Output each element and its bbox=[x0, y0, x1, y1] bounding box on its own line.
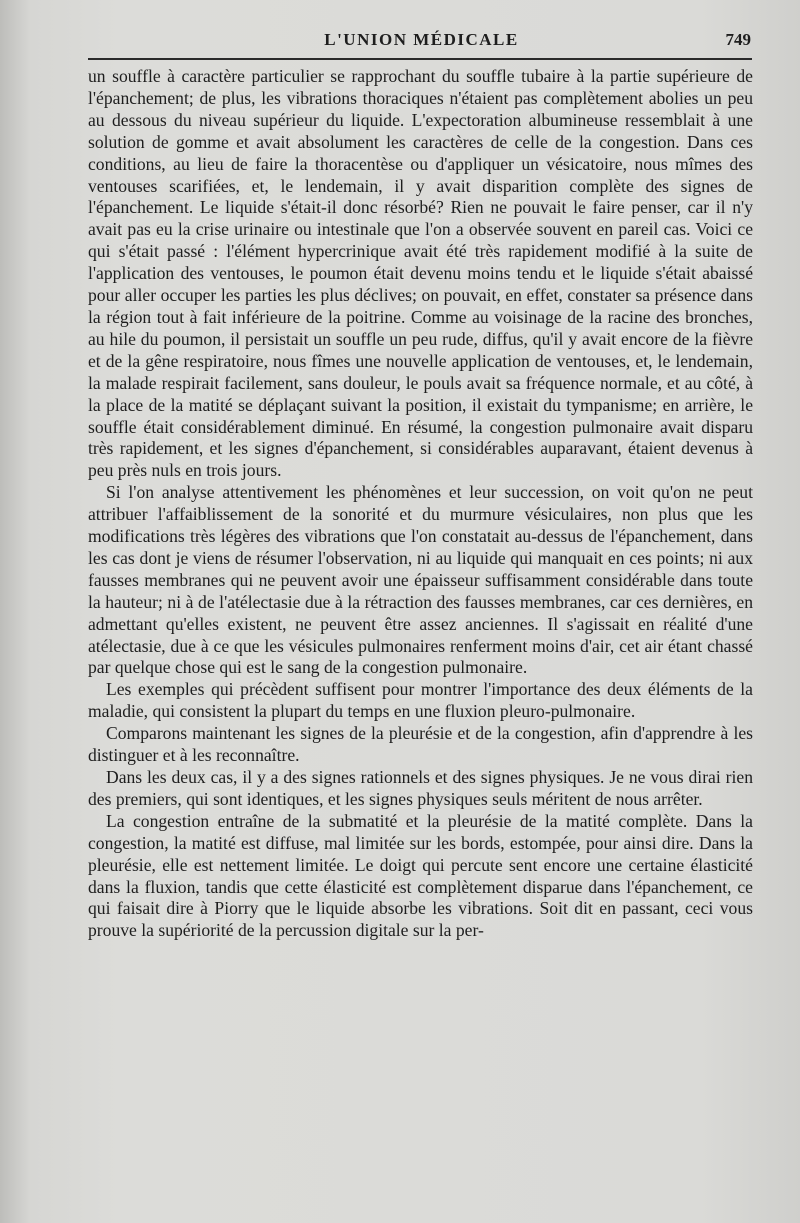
paragraph: Les exemples qui précèdent suffisent pour montrer l'importance des deux éléments de la maladie, qui consistent la plupart du temps en une fluxion pleuro-pulmonaire. bbox=[88, 679, 753, 722]
page-header bbox=[88, 30, 755, 54]
paragraph: Si l'on analyse attentivement les phénomènes et leur succession, on voit qu'on ne peut attribuer l'affaiblissement de la sonorité et du murmure vésiculaires, non plus que les modifications très légères des vibrations que l'on constatait au-dessus de l'épanchement, dans les cas dont je viens de résumer l'observation, ni au liquide qui manquait en ces points; ni aux fausses membranes qui ne peuvent avoir une épaisseur suffisamment considérable dans toute la hauteur; ni à de l'atélectasie due à la rétraction des fausses membranes, car ces dernières, en admettant qu'elles existent, ne peuvent être assez anciennes. Il s'agissait en réalité d'une atélectasie, due à ce que les vésicules pulmonaires renferment moins d'air, cet air étant chassé par quelque chose qui est le sang de la congestion pulmonaire. bbox=[88, 482, 753, 678]
page-number: 749 bbox=[725, 30, 751, 49]
paragraph: La congestion entraîne de la submatité et la pleurésie de la matité complète. Dans la congestion, la matité est diffuse, mal limitée sur les bords, estompée, pour ainsi dire. Dans la pleurésie, elle est nettement limitée. Le doigt qui percute sent encore une certaine élasticité dans la fluxion, tandis que cette élasticité est complètement disparue dans l'épanchement, ce qui faisait dire à Piorry que le liquide absorbe les vibrations. Soit dit en passant, ceci vous prouve la supériorité de la percussion digitale sur la per- bbox=[88, 810, 753, 941]
running-title: L'UNION MÉDICALE bbox=[324, 30, 519, 49]
paragraph: Dans les deux cas, il y a des signes rationnels et des signes physiques. Je ne vous dirai rien des premiers, qui sont identiques, et les signes physiques seuls méritent de nous arrêter. bbox=[88, 767, 753, 809]
paragraph: un souffle à caractère particulier se rapprochant du souffle tubaire à la partie supérieure de l'épanchement; de plus, les vibrations thoraciques n'étaient pas complètement abolies un peu au dessous du niveau supérieur du liquide. L'expectoration albumineuse ressemblait à une solution de gomme et avait absolument les caractères de celle de la congestion. Dans ces conditions, au lieu de faire la thoracentèse ou d'appliquer un vésicatoire, nous mîmes des ventouses scarifiées, et, le lendemain, il y avait disparition complète des signes de l'épanchement. Le liquide s'était-il donc résorbé? Rien ne pouvait le faire penser, car il n'y avait pas eu la crise urinaire ou intestinale que l'on a observée souvent en pareil cas. Voici ce qui s'était passé : l'élément hypercrinique avait été très rapidement modifié à la suite de l'application des ventouses, le poumon était devenu moins tendu et le liquide s'était abaissé pour aller occuper les parties les plus déclives; on pouvait, en effet, constater sa présence dans la région tout à fait inférieure de la poitrine. Comme au voisinage de la racine des bronches, au hile du poumon, il persistait un souffle un peu rude, diffus, qu'il y avait encore de la fièvre et de la gêne respiratoire, nous fîmes une nouvelle application de ventouses, et, le lendemain, la malade respirait facilement, sans douleur, le pouls avait sa fréquence normale, et au côté, à la place de la matité se déplaçant suivant la position, il existait du tympanisme; en arrière, le souffle était considérablement diminué. En résumé, la congestion pulmonaire avait disparu très rapidement, et les signes d'épanchement, si considérables auparavant, étaient devenus à peu près nuls en trois jours. bbox=[88, 66, 753, 481]
body-text bbox=[88, 66, 753, 942]
header-rule bbox=[88, 58, 752, 60]
paragraph: Comparons maintenant les signes de la pleurésie et de la congestion, afin d'apprendre à les distinguer et à les reconnaître. bbox=[88, 723, 753, 766]
